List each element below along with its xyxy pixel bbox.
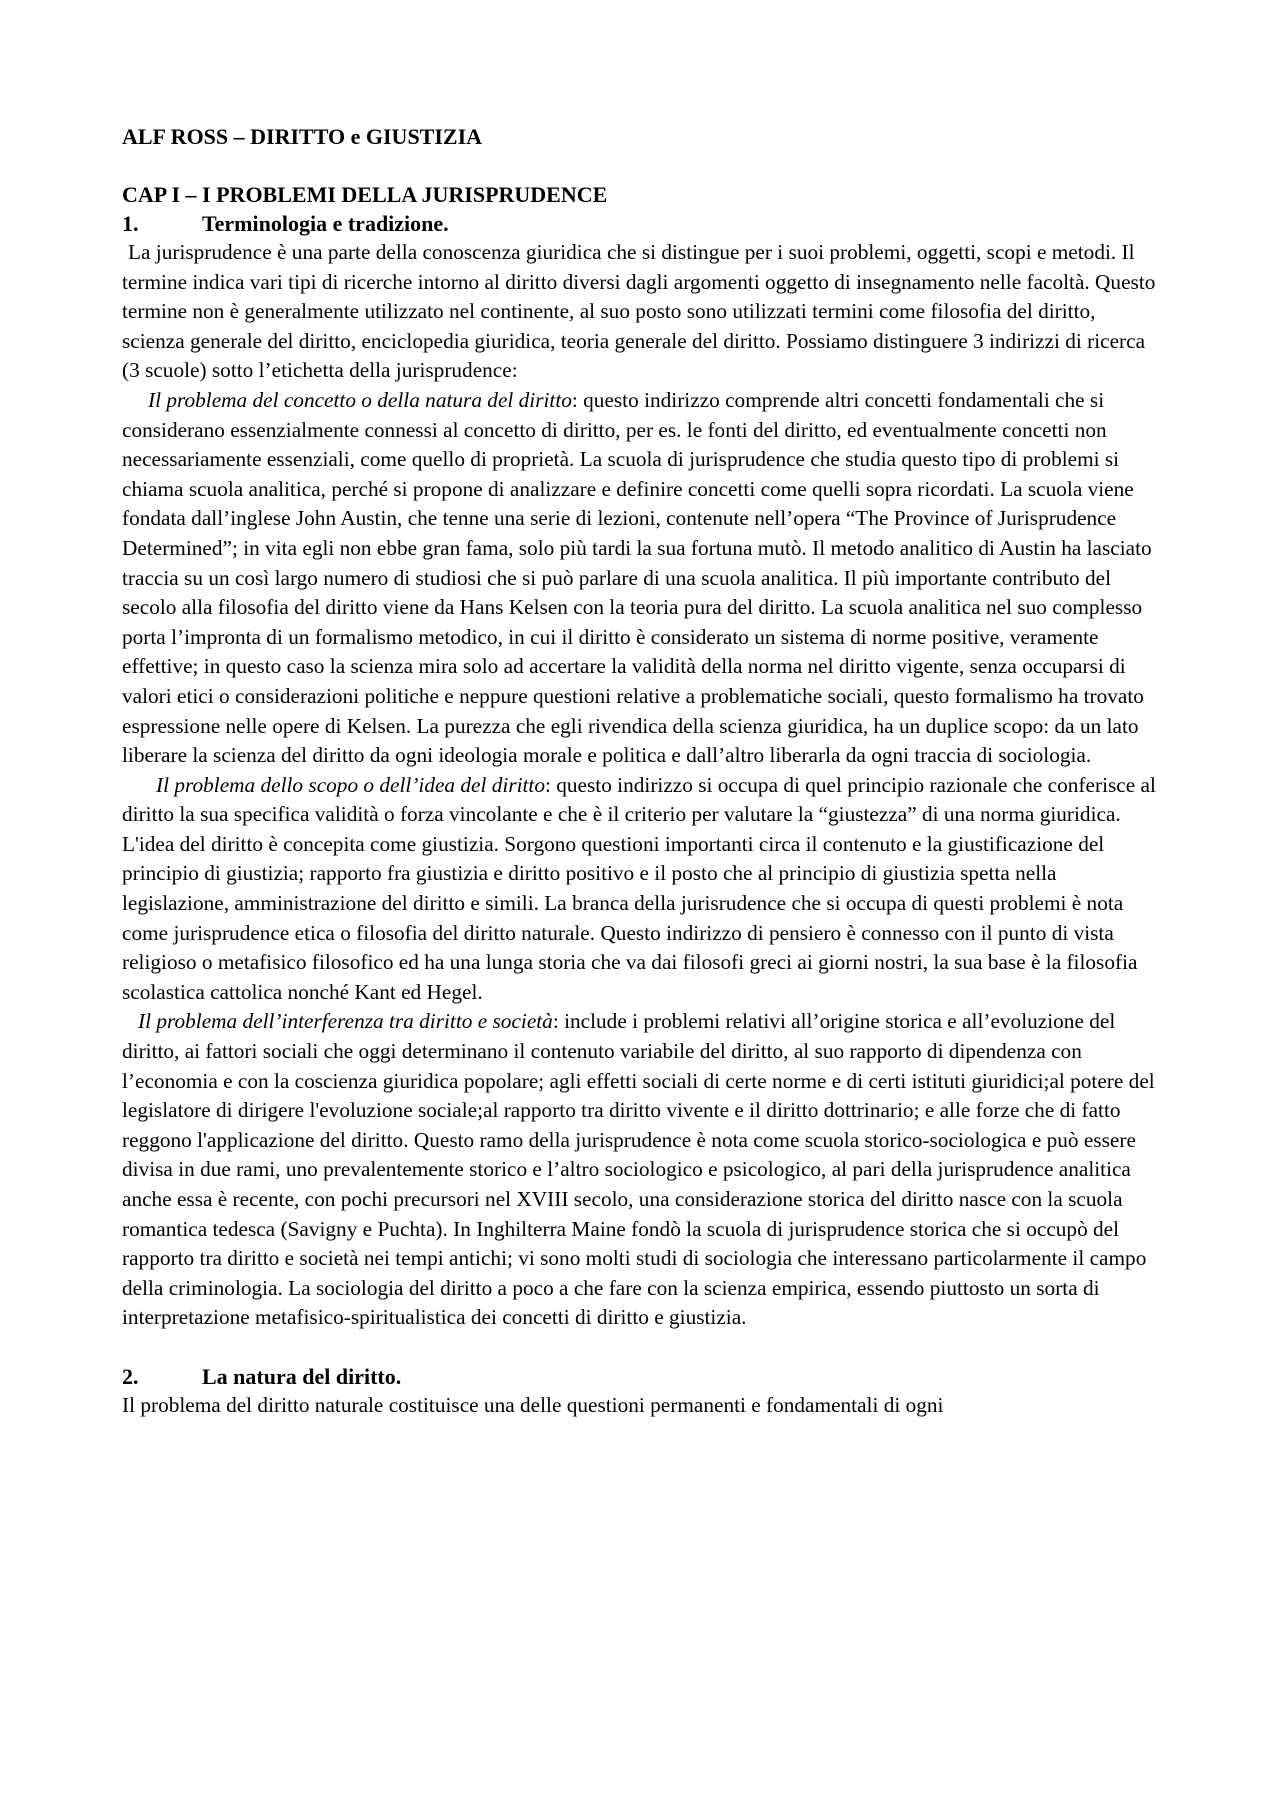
paragraph-lead-italic: Il problema del concetto o della natura del diritto xyxy=(148,387,572,412)
paragraph-natural-law-intro: Il problema del diritto naturale costituisce una delle questioni permanenti e fondamentali di ogni xyxy=(122,1392,944,1417)
paragraph-analytic-school xyxy=(122,386,1156,771)
paragraph-body: : questo indirizzo comprende altri concetti fondamentali che si considerano essenzialmente connessi al concetto di diritto, per es. le fonti del diritto, ed eventualmente concetti non necessariamente essenziali, come quello di proprietà. La scuola di jurisprudence che studia questo tipo di problemi si chiama scuola analitica, perché si propone di analizzare e definire concetti come quelli sopra ricordati. La scuola viene fondata dall’inglese John Austin, che tenne una serie di lezioni, contenute nell’opera “The Province of Jurisprudence Determined”; in vita egli non ebbe gran fama, solo più tardi la sua fortuna mutò. Il metodo analitico di Austin ha lasciato traccia su un così largo numero di studiosi che si può parlare di una scuola analitica. Il più importante contributo del secolo alla filosofia del diritto viene da Hans Kelsen con la teoria pura del diritto. La scuola analitica nel suo complesso porta l’impronta di un formalismo metodico, in cui il diritto è considerato un sistema di norme positive, veramente effettive; in questo caso la scienza mira solo ad accertare la validità della norma nel diritto vigente, senza occuparsi di valori etici o considerazioni politiche e neppure questioni relative a problematiche sociali, questo formalismo ha trovato espressione nelle opere di Kelsen. La purezza che egli rivendica della scienza giuridica, ha un duplice scopo: da un lato liberare la scienza del diritto da ogni ideologia morale e politica e dall’altro liberarla da ogni traccia di sociologia. xyxy=(122,387,1152,768)
document-page xyxy=(122,122,1156,1421)
section-heading-1 xyxy=(122,209,1156,238)
paragraph-historical-sociological-school xyxy=(122,1007,1156,1333)
section-number: 1. xyxy=(122,211,139,236)
section-title: Terminologia e tradizione. xyxy=(202,211,449,236)
paragraph-body: : include i problemi relativi all’origine storica e all’evoluzione del diritto, ai fattori sociali che oggi determinano il contenuto variabile del diritto, al suo rapporto di dipendenza con l’economia e con la coscienza giuridica popolare; agli effetti sociali di certe norme e di certi istituti giuridici;al potere del legislatore di dirigere l'evoluzione sociale;al rapporto tra diritto vivente e il diritto dottrinario; e alle forze che di fatto reggono l'applicazione del diritto. Questo ramo della jurisprudence è nota come scuola storico-sociologica e può essere divisa in due rami, uno prevalentemente storico e l’altro sociologico e psicologico, al pari della jurisprudence analitica anche essa è recente, con pochi precursori nel XVIII secolo, una considerazione storica del diritto nasce con la scuola romantica tedesca (Savigny e Puchta). In Inghilterra Maine fondò la scuola di jurisprudence storica che si occupò del rapporto tra diritto e società nei tempi antichi; vi sono molti studi di sociologia che interessano particolarmente il campo della criminologia. La sociologia del diritto a poco a che fare con la scienza empirica, essendo piuttosto un sorta di interpretazione metafisico-spiritualistica dei concetti di diritto e giustizia. xyxy=(122,1009,1155,1330)
section-title: La natura del diritto. xyxy=(202,1363,402,1389)
chapter-title: CAP I – I PROBLEMI DELLA JURISPRUDENCE xyxy=(122,182,608,207)
section-heading-2 xyxy=(122,1362,1156,1391)
paragraph-lead-italic: Il problema dello scopo o dell’idea del diritto xyxy=(156,772,546,797)
paragraph-intro: La jurisprudence è una parte della conoscenza giuridica che si distingue per i suoi problemi, oggetti, scopi e metodi. Il termine indica vari tipi di ricerche intorno al diritto diversi dagli argomenti oggetto di insegnamento nelle facoltà. Questo termine non è generalmente utilizzato nel continente, al suo posto sono utilizzati termini come filosofia del diritto, scienza generale del diritto, enciclopedia giuridica, teoria generale del diritto. Possiamo distinguere 3 indirizzi di ricerca (3 scuole) sotto l’etichetta della jurisprudence: xyxy=(122,240,1156,383)
section-number: 2. xyxy=(122,1363,139,1389)
document-title: ALF ROSS – DIRITTO e GIUSTIZIA xyxy=(122,124,483,149)
paragraph-lead-italic: Il problema dell’interferenza tra diritto e società xyxy=(138,1009,553,1034)
paragraph-body: : questo indirizzo si occupa di quel principio razionale che conferisce al diritto la sua specifica validità o forza vincolante e che è il criterio per valutare la “giustezza” di una norma giuridica. L'idea del diritto è concepita come giustizia. Sorgono questioni importanti circa il contenuto e la giustificazione del principio di giustizia; rapporto fra giustizia e diritto positivo e il posto che al principio di giustizia spetta nella legislazione, amministrazione del diritto e simili. La branca della jurisrudence che si occupa di questi problemi è nota come jurisprudence etica o filosofia del diritto naturale. Questo indirizzo di pensiero è connesso con il punto di vista religioso o metafisico filosofico ed ha una lunga storia che va dai filosofi greci ai giorni nostri, la sua base è la filosofia scolastica cattolica nonché Kant ed Hegel. xyxy=(122,772,1156,1004)
paragraph-ethical-school xyxy=(122,771,1156,1008)
